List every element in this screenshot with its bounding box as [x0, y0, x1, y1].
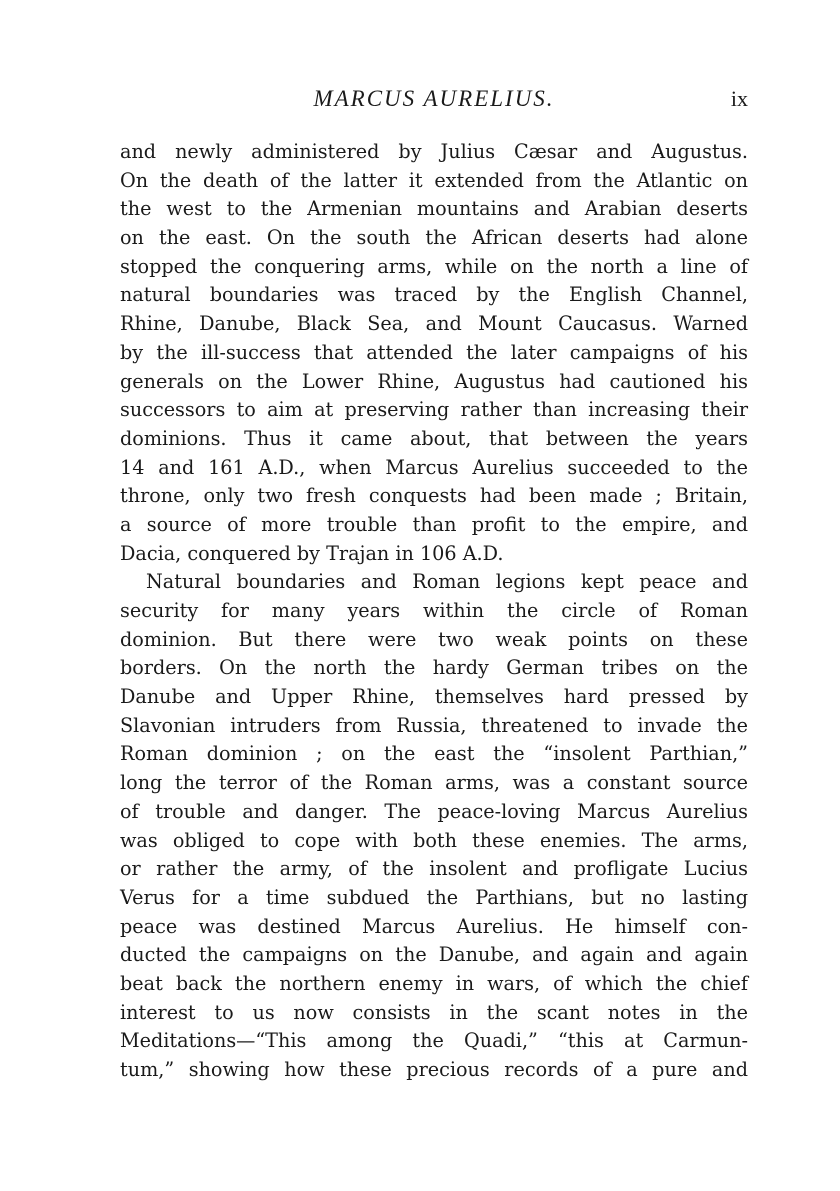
text-line: 14 and 161 A.D., when Marcus Aurelius succeeded to the — [120, 455, 748, 479]
text-line: borders. On the north the hardy German tribes on the — [120, 656, 748, 680]
text-line: long the terror of the Roman arms, was a constant source — [120, 771, 748, 795]
text-line: successors to aim at preserving rather than increasing their — [120, 398, 748, 422]
text-line: Slavonian intruders from Russia, threatened to invade the — [120, 713, 748, 737]
body-text — [120, 138, 748, 1085]
text-line: Natural boundaries and Roman legions kept peace and — [146, 570, 748, 594]
text-line: tum,” showing how these precious records of a pure and — [120, 1058, 748, 1081]
page-header — [120, 78, 748, 118]
running-title: MARCUS AURELIUS. — [313, 86, 555, 111]
text-line: Danube and Upper Rhine, themselves hard pressed by — [120, 685, 748, 709]
text-line: Dacia, conquered by Trajan in 106 A.D. — [120, 541, 504, 565]
text-line: beat back the northern enemy in wars, of which the chief — [120, 971, 748, 995]
text-line: Meditations—“This among the Quadi,” “this at Carmun- — [120, 1029, 748, 1053]
text-line: by the ill-success that attended the later campaigns of his — [120, 340, 748, 364]
text-line: dominions. Thus it came about, that between the years — [120, 426, 748, 450]
text-line: throne, only two fresh conquests had been made ; Britain, — [120, 484, 748, 508]
text-line: stopped the conquering arms, while on the north a line of — [120, 254, 748, 278]
page-number: ix — [730, 86, 748, 111]
text-line: natural boundaries was traced by the English Channel, — [120, 283, 748, 307]
text-line: ducted the campaigns on the Danube, and again and again — [120, 943, 748, 967]
text-line: was obliged to cope with both these enemies. The arms, — [120, 828, 748, 852]
text-line: Verus for a time subdued the Parthians, but no lasting — [120, 885, 748, 909]
text-line: on the east. On the south the African deserts had alone — [120, 226, 748, 250]
text-line: dominion. But there were two weak points on these — [120, 627, 748, 651]
text-line: of trouble and danger. The peace-loving Marcus Aurelius — [120, 799, 748, 823]
text-line: On the death of the latter it extended from the Atlantic on — [120, 168, 748, 192]
text-line: the west to the Armenian mountains and Arabian deserts — [120, 197, 748, 221]
text-line: or rather the army, of the insolent and profligate Lucius — [120, 857, 748, 881]
text-line: peace was destined Marcus Aurelius. He himself con- — [120, 914, 748, 938]
text-line: interest to us now consists in the scant notes in the — [120, 1000, 748, 1024]
text-line: security for many years within the circle of Roman — [120, 599, 748, 622]
text-line: generals on the Lower Rhine, Augustus had cautioned his — [120, 369, 748, 393]
text-line: a source of more trouble than profit to the empire, and — [120, 512, 748, 536]
text-line: Rhine, Danube, Black Sea, and Mount Caucasus. Warned — [120, 312, 748, 336]
text-line: Roman dominion ; on the east the “insolent Parthian,” — [120, 742, 748, 766]
text-line: and newly administered by Julius Cæsar and Augustus. — [120, 140, 748, 163]
